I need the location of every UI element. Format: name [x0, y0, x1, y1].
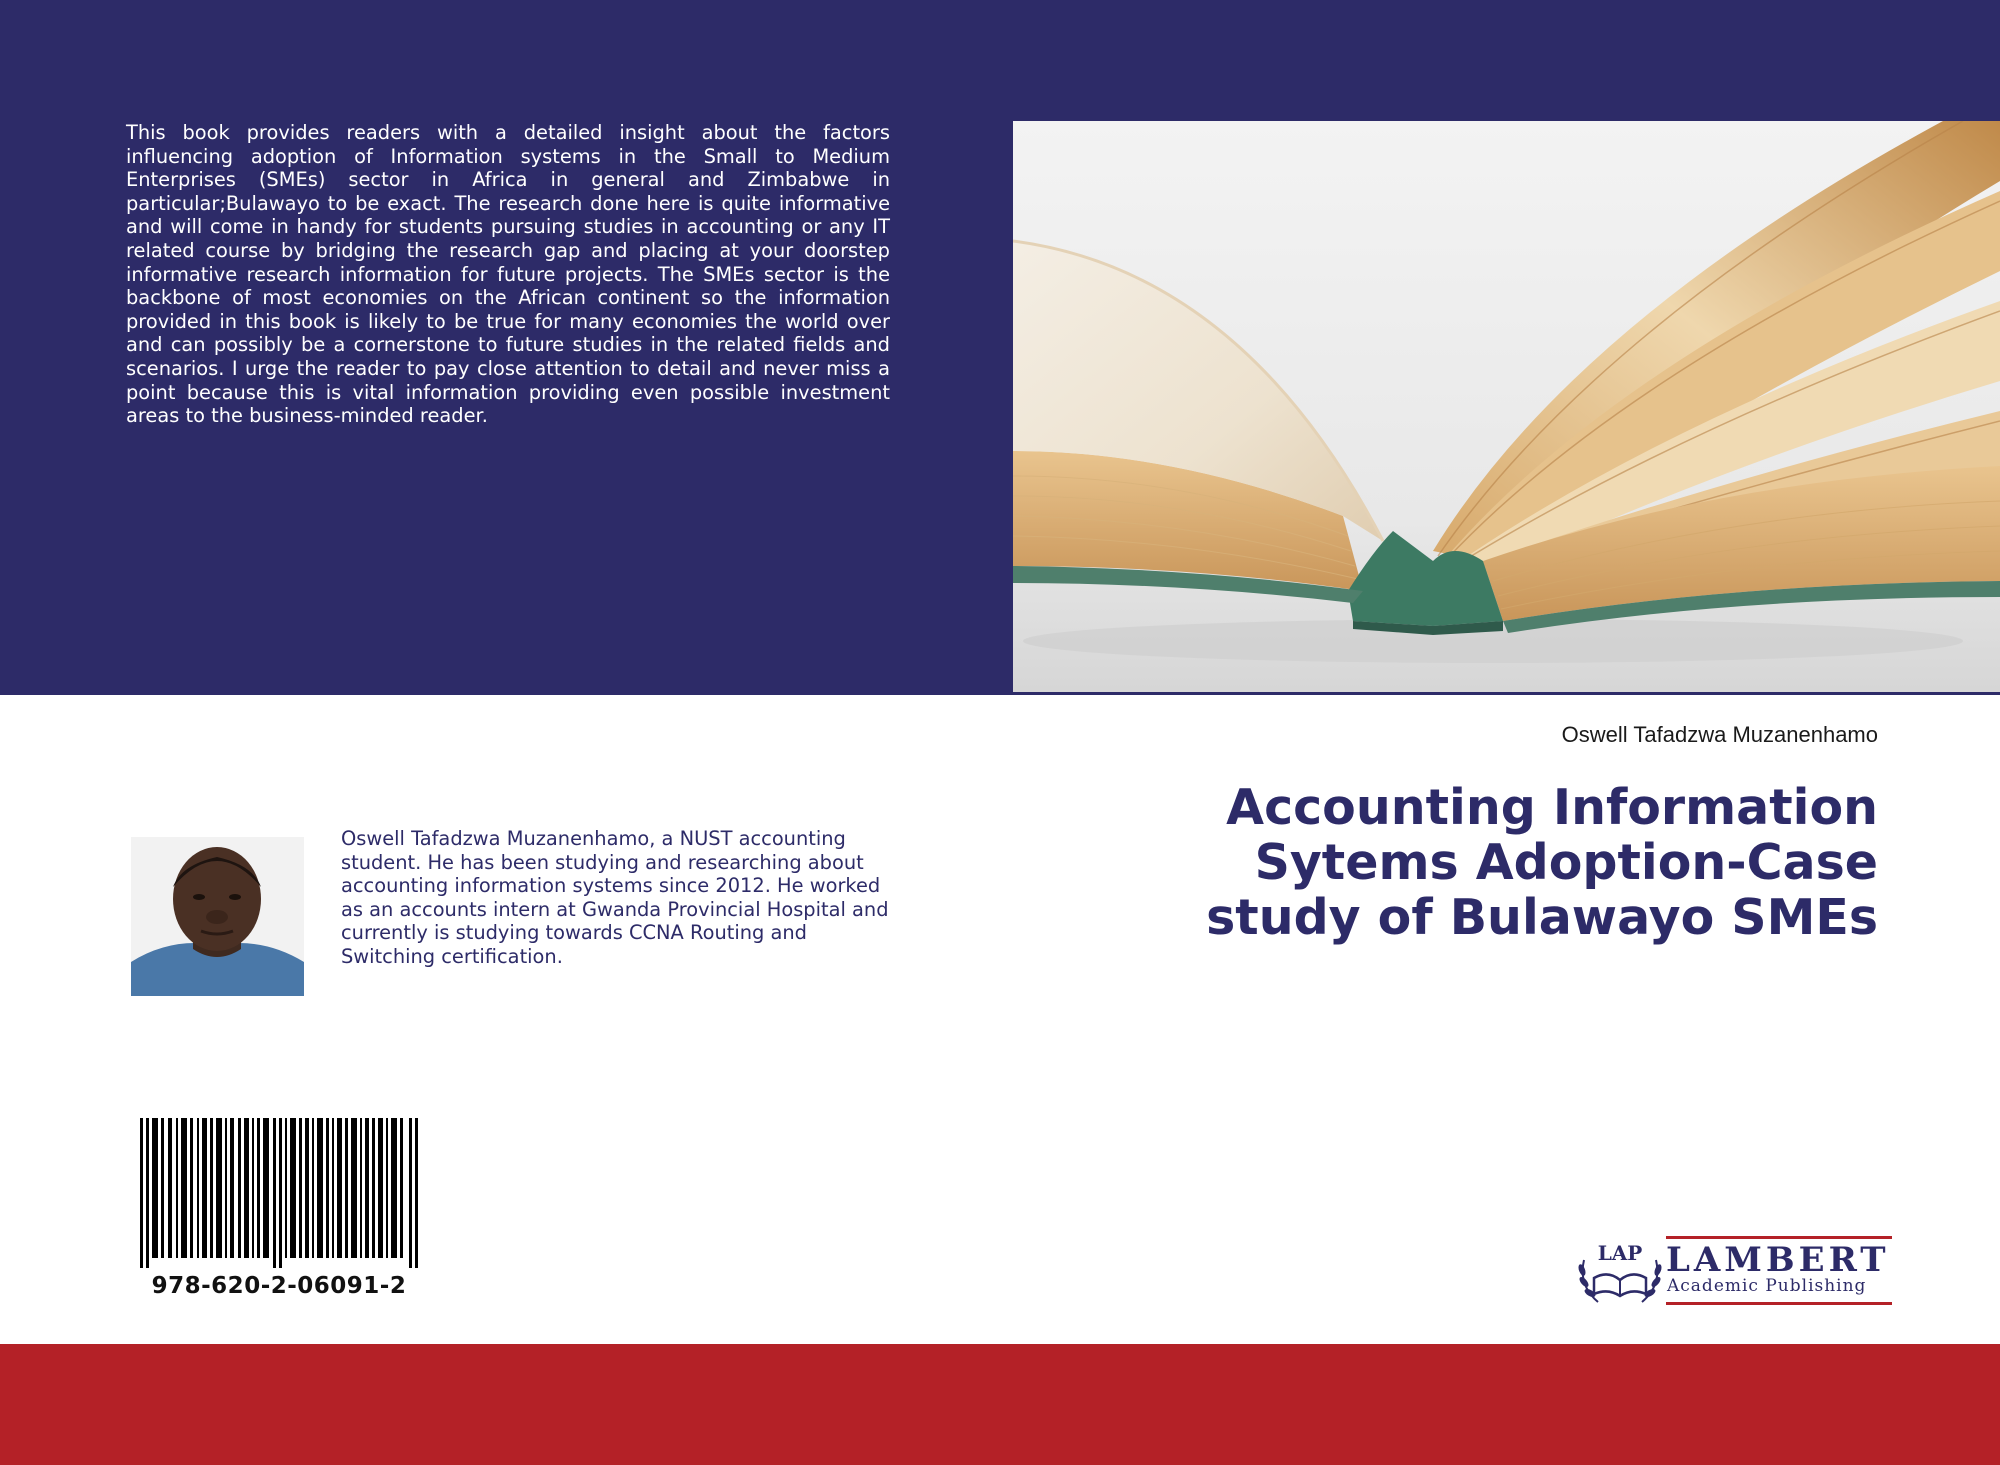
publisher-tagline: Academic Publishing: [1667, 1276, 1867, 1296]
open-book-photo: [1013, 121, 2000, 692]
back-cover-blurb: This book provides readers with a detailed insight about the factors influencing adoption of Information systems in the Small to Medium Enterprises (SMEs) sector in Africa in general and Zimbabwe in particular;Bulawayo to be exact. The research done here is quite informative and will come in handy for students pursuing studies in accounting or any IT related course by bridging the research gap and placing at your doorstep informative research information for future projects. The SMEs sector is the backbone of most economies on the African continent so the information provided in this book is likely to be true for many economies the world over and can possibly be a cornerstone to future studies in the related fields and scenarios. I urge the reader to pay close attention to detail and never miss a point because this is vital information providing even possible investment areas to the business-minded reader.: [126, 121, 890, 428]
front-cover-author: Oswell Tafadzwa Muzanenhamo: [1561, 722, 1878, 747]
author-bio: Oswell Tafadzwa Muzanenhamo, a NUST accounting student. He has been studying and researching about accounting information systems since 2012. He worked as an accounts intern at Gwanda Provincial Hospital and currently is studying towards CCNA Routing and Switching certification.: [341, 827, 889, 968]
author-portrait: [131, 837, 304, 996]
isbn-number: 978-620-2-06091-2: [151, 1273, 407, 1299]
svg-text:LAP: LAP: [1597, 1241, 1643, 1265]
bottom-red-band: [0, 1344, 2000, 1465]
publisher-name: LAMBERT: [1666, 1240, 1890, 1280]
book-title: Accounting Information Sytems Adoption-Case study of Bulawayo SMEs: [1206, 779, 1878, 946]
barcode-icon: [140, 1118, 418, 1268]
